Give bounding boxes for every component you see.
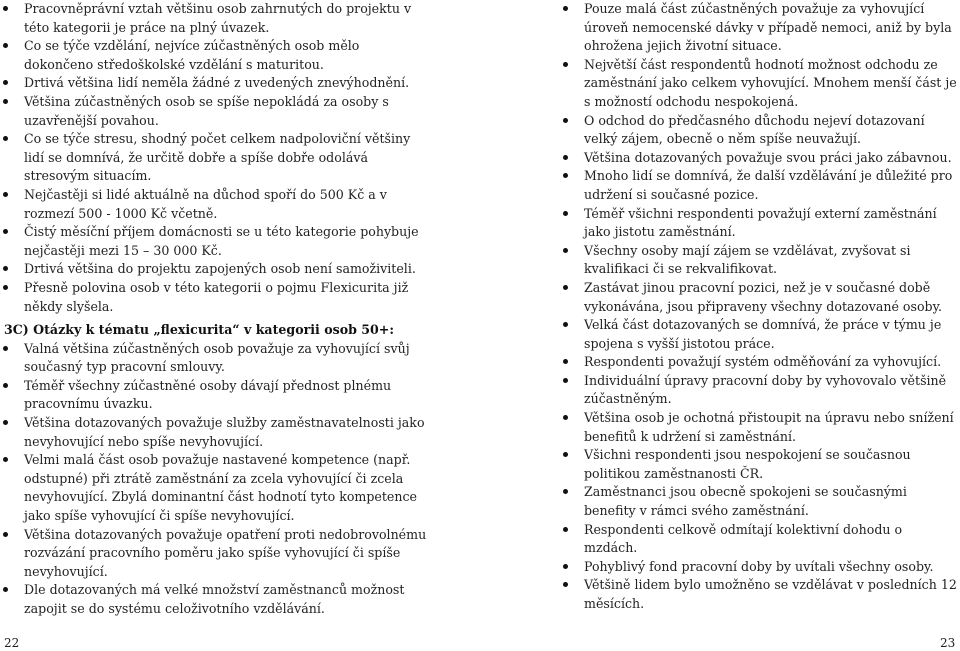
list-item: [0, 340, 432, 377]
list-item-text: Většina osob je ochotná přistoupit na úpravu nebo snížení benefitů k udržení si zaměstnání.: [584, 410, 954, 444]
bullet-icon: [3, 346, 8, 351]
bullet-icon: [563, 211, 568, 216]
list-item-text: Pouze malá část zúčastněných považuje za vyhovující úroveň nemocenské dávky v případě nemoci, aniž by byla ohrožena jejich životní situace.: [584, 1, 952, 54]
bullet-icon: [3, 229, 8, 234]
bullet-icon: [563, 248, 568, 253]
right-page-column: [560, 0, 958, 614]
bullet-icon: [563, 489, 568, 494]
bullet-icon: [3, 266, 8, 271]
bullet-icon: [563, 285, 568, 290]
bullet-icon: [563, 527, 568, 532]
bullet-icon: [3, 80, 8, 85]
list-item: [0, 74, 432, 93]
bullet-icon: [563, 415, 568, 420]
list-item: [560, 149, 958, 168]
list-item-text: Většině lidem bylo umožněno se vzdělávat v posledních 12 měsících.: [584, 577, 957, 611]
list-item: [560, 112, 958, 149]
list-item-text: Velká část dotazovaných se domnívá, že práce v týmu je spojena s vyšší jistotou práce.: [584, 317, 942, 351]
list-item: [560, 446, 958, 483]
bullet-icon: [563, 359, 568, 364]
list-item: [560, 409, 958, 446]
list-item: [0, 279, 432, 316]
right-bullet-list: [560, 0, 958, 614]
bullet-icon: [3, 99, 8, 104]
list-item-text: Všechny osoby mají zájem se vzdělávat, zvyšovat si kvalifikaci či se rekvalifikovat.: [584, 242, 911, 277]
list-item-text: Dle dotazovaných má velké množství zaměstnanců možnost zapojit se do systému celoživotního vzdělávání.: [24, 582, 405, 616]
list-item: [0, 414, 432, 451]
list-item: [0, 37, 432, 74]
list-item-text: Co se týče stresu, shodný počet celkem nadpoloviční většiny lidí se domnívá, že určitě dobře a spíše dobře odolává stresovým situacím.: [24, 131, 411, 184]
list-item-text: Většina dotazovaných považuje opatření proti nedobrovolnému rozvázání pracovního poměru jako spíše vyhovující či spíše nevyhovující.: [24, 526, 427, 579]
page-number-right: 23: [940, 636, 956, 650]
bullet-icon: [563, 6, 568, 11]
list-item: [0, 93, 432, 130]
list-item-text: Respondenti považují systém odměňování za vyhovující.: [584, 354, 942, 370]
list-item: [0, 260, 432, 279]
list-item-text: O odchod do předčasného důchodu nejeví dotazovaní velký zájem, obecně o něm spíše neuvažují.: [584, 112, 925, 147]
list-item-text: Zastávat jinou pracovní pozici, než je v současné době vykonávána, jsou připraveny všechny dotazované osoby.: [584, 279, 943, 314]
list-item-text: Individuální úpravy pracovní doby by vyhovovalo většině zúčastněným.: [584, 372, 947, 407]
bullet-icon: [3, 532, 8, 537]
list-item-text: Mnoho lidí se domnívá, že další vzdělávání je důležité pro udržení si současné pozice.: [584, 168, 953, 202]
list-item-text: Velmi malá část osob považuje nastavené kompetence (např. odstupné) při ztrátě zaměstnání za zcela vyhovující či zcela nevyhovující. Zbylá dominantní část hodnotí tyto kompetence jako spíše vyhovující či spíše nevyhovující.: [24, 452, 417, 524]
list-item-text: Přesně polovina osob v této kategorii o pojmu Flexicurita již někdy slyšela.: [24, 279, 409, 314]
list-item-text: Drtivá většina do projektu zapojených osob není samoživiteli.: [24, 261, 416, 277]
bullet-icon: [563, 582, 568, 587]
list-item: [0, 0, 432, 37]
list-item-text: Téměř všechny zúčastněné osoby dávají přednost plnému pracovnímu úvazku.: [24, 377, 392, 412]
list-item-text: Respondenti celkově odmítají kolektivní dohodu o mzdách.: [584, 521, 903, 556]
bullet-icon: [3, 587, 8, 592]
list-item-text: Většina dotazovaných považuje svou práci jako zábavnou.: [584, 149, 952, 165]
list-item-text: Nejčastěji si lidé aktuálně na důchod spoří do 500 Kč a v rozmezí 500 - 1000 Kč včetně.: [24, 186, 387, 221]
list-item: [0, 223, 432, 260]
list-item: [0, 581, 432, 618]
bullet-icon: [563, 173, 568, 178]
list-item: [0, 377, 432, 414]
list-item: [560, 0, 958, 56]
list-item-text: Většina dotazovaných považuje služby zaměstnavatelnosti jako nevyhovující nebo spíše nevyhovující.: [24, 415, 425, 449]
list-item: [560, 353, 958, 372]
list-item-text: Valná většina zúčastněných osob považuje za vyhovující svůj současný typ pracovní smlouvy.: [24, 340, 410, 375]
page-number-left: 22: [4, 636, 20, 650]
list-item: [0, 186, 432, 223]
left-bullet-list: [0, 0, 432, 316]
list-item: [560, 279, 958, 316]
bullet-icon: [3, 383, 8, 388]
list-item: [560, 56, 958, 112]
list-item-text: Co se týče vzdělání, nejvíce zúčastněných osob mělo dokončeno středoškolské vzdělání s maturitou.: [24, 38, 360, 72]
list-item-text: Pracovněprávní vztah většinu osob zahrnutých do projektu v této kategorii je práce na plný úvazek.: [24, 1, 412, 35]
list-item: [0, 526, 432, 582]
bullet-icon: [563, 378, 568, 383]
bullet-icon: [3, 136, 8, 141]
bullet-icon: [563, 452, 568, 457]
bullet-icon: [3, 192, 8, 197]
list-item-text: Největší část respondentů hodnotí možnost odchodu ze zaměstnání jako celkem vyhovující. Mnohem menší část je s možností odchodu nespokojená.: [584, 56, 957, 109]
list-item: [560, 242, 958, 279]
section-bullet-list: [0, 340, 432, 619]
list-item: [560, 558, 958, 577]
bullet-icon: [3, 6, 8, 11]
list-item: [560, 316, 958, 353]
bullet-icon: [563, 155, 568, 160]
list-item-text: Drtivá většina lidí neměla žádné z uvedených znevýhodnění.: [24, 75, 410, 91]
bullet-icon: [563, 118, 568, 123]
list-item-text: Čistý měsíční příjem domácnosti se u této kategorie pohybuje nejčastěji mezi 15 – 30 000 Kč.: [24, 224, 419, 258]
list-item-text: Téměř všichni respondenti považují externí zaměstnání jako jistotu zaměstnání.: [584, 205, 937, 240]
list-item: [560, 205, 958, 242]
bullet-icon: [563, 564, 568, 569]
list-item: [560, 483, 958, 520]
bullet-icon: [3, 457, 8, 462]
section-heading: 3C) Otázky k tématu „flexicurita“ v kategorii osob 50+:: [4, 322, 395, 338]
bullet-icon: [3, 43, 8, 48]
list-item: [560, 372, 958, 409]
list-item: [560, 521, 958, 558]
list-item: [0, 130, 432, 186]
list-item-text: Zaměstnanci jsou obecně spokojeni se současnými benefity v rámci svého zaměstnání.: [584, 484, 907, 519]
list-item-text: Pohyblivý fond pracovní doby by uvítali všechny osoby.: [584, 558, 934, 574]
list-item-text: Všichni respondenti jsou nespokojení se současnou politikou zaměstnanosti ČR.: [584, 447, 911, 481]
list-item: [560, 576, 958, 613]
left-page-column: [0, 0, 432, 619]
bullet-icon: [3, 285, 8, 290]
bullet-icon: [3, 420, 8, 425]
list-item: [0, 451, 432, 525]
list-item: [560, 167, 958, 204]
bullet-icon: [563, 322, 568, 327]
list-item-text: Většina zúčastněných osob se spíše nepokládá za osoby s uzavřenější povahou.: [24, 93, 389, 128]
bullet-icon: [563, 62, 568, 67]
